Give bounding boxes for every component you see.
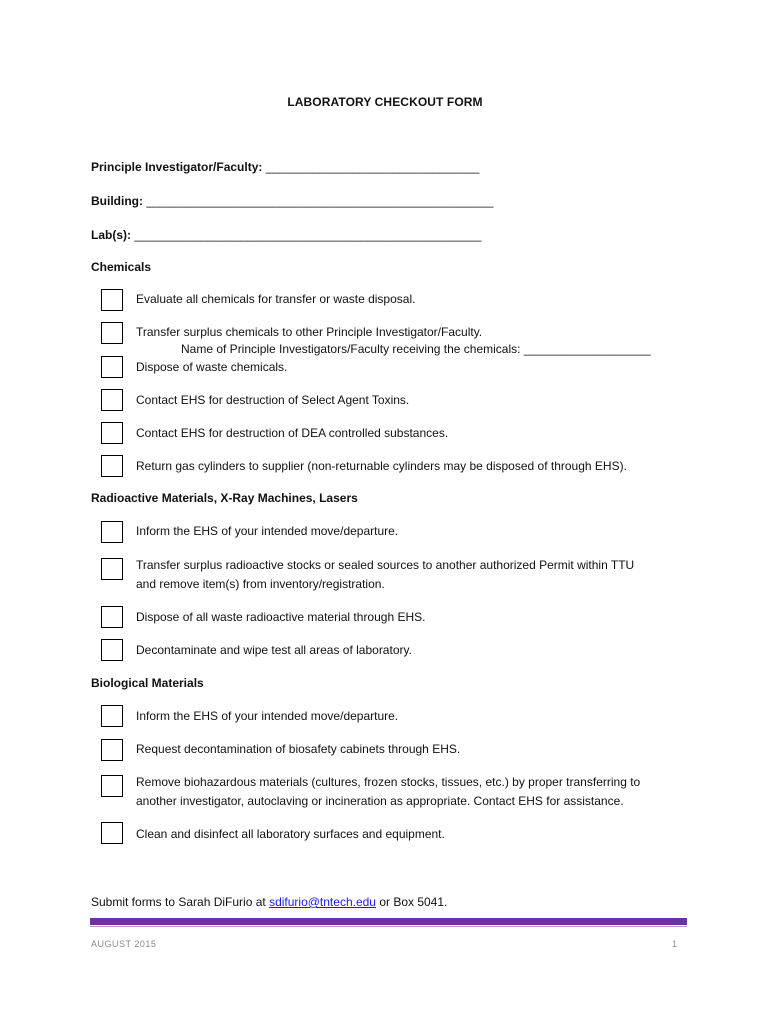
section-heading-chemicals: Chemicals	[91, 260, 152, 274]
item-biosafety-cabinets: Request decontamination of biosafety cabinets through EHS.	[136, 742, 461, 756]
item-remove-biohazardous-line2: another investigator, autoclaving or incineration as appropriate. Contact EHS for assistance.	[136, 794, 624, 808]
checkbox-dea-substances[interactable]	[101, 422, 123, 444]
checkbox-biosafety-cabinets[interactable]	[101, 739, 123, 761]
item-transfer-radioactive: Transfer surplus radioactive stocks or sealed sources to another authorized Permit within TTU	[136, 558, 635, 572]
item-decontaminate-lab: Decontaminate and wipe test all areas of laboratory.	[136, 643, 412, 657]
footer-rule	[90, 918, 687, 925]
email-link[interactable]: sdifurio@tntech.edu	[269, 895, 376, 909]
item-remove-biohazardous: Remove biohazardous materials (cultures, frozen stocks, tissues, etc.) by proper transferring to	[136, 775, 641, 789]
item-bio-inform-ehs: Inform the EHS of your intended move/departure.	[136, 709, 399, 723]
footer-rule-thin	[90, 926, 687, 927]
footer-date: AUGUST 2015	[91, 939, 157, 949]
checkbox-evaluate-chemicals[interactable]	[101, 289, 123, 311]
item-clean-surfaces: Clean and disinfect all laboratory surfaces and equipment.	[136, 827, 445, 841]
item-dispose-waste-chemicals: Dispose of waste chemicals.	[136, 360, 288, 374]
submit-prefix: Submit forms to Sarah DiFurio at	[91, 895, 270, 909]
checkbox-dispose-waste-chemicals[interactable]	[101, 356, 123, 378]
pi-label: Principle Investigator/Faculty:	[91, 160, 263, 174]
item-select-agent-toxins: Contact EHS for destruction of Select Agent Toxins.	[136, 393, 410, 407]
checkbox-decontaminate-lab[interactable]	[101, 639, 123, 661]
checkbox-transfer-chemicals[interactable]	[101, 322, 123, 344]
checkbox-dispose-radioactive[interactable]	[101, 606, 123, 628]
receiving-pi-field[interactable]: Name of Principle Investigators/Faculty receiving the chemicals: ___________________	[181, 342, 651, 356]
item-radio-inform-ehs: Inform the EHS of your intended move/departure.	[136, 524, 399, 538]
item-transfer-chemicals: Transfer surplus chemicals to other Principle Investigator/Faculty.	[136, 325, 483, 339]
submit-instructions	[91, 895, 447, 909]
labs-field[interactable]	[91, 228, 481, 242]
item-gas-cylinders: Return gas cylinders to supplier (non-returnable cylinders may be disposed of through EHS).	[136, 459, 627, 473]
section-heading-radioactive: Radioactive Materials, X-Ray Machines, Lasers	[91, 491, 358, 505]
checkbox-transfer-radioactive[interactable]	[101, 558, 123, 580]
building-label: Building:	[91, 194, 143, 208]
labs-line: ____________________________________________________	[134, 228, 482, 242]
item-transfer-radioactive-line2: and remove item(s) from inventory/registration.	[136, 577, 385, 591]
building-line: ____________________________________________________	[146, 194, 494, 208]
section-heading-biological: Biological Materials	[91, 676, 204, 690]
item-dispose-radioactive: Dispose of all waste radioactive material through EHS.	[136, 610, 426, 624]
checkbox-clean-surfaces[interactable]	[101, 822, 123, 844]
pi-field[interactable]	[91, 160, 479, 174]
labs-label: Lab(s):	[91, 228, 131, 242]
item-evaluate-chemicals: Evaluate all chemicals for transfer or waste disposal.	[136, 292, 416, 306]
item-dea-substances: Contact EHS for destruction of DEA controlled substances.	[136, 426, 449, 440]
building-field[interactable]	[91, 194, 493, 208]
checkbox-remove-biohazardous[interactable]	[101, 775, 123, 797]
checkbox-bio-inform-ehs[interactable]	[101, 705, 123, 727]
page-title: LABORATORY CHECKOUT FORM	[287, 95, 483, 109]
page-number: 1	[672, 939, 678, 949]
checkbox-gas-cylinders[interactable]	[101, 455, 123, 477]
submit-suffix: or Box 5041.	[375, 895, 448, 909]
checkbox-radio-inform-ehs[interactable]	[101, 521, 123, 543]
checkbox-select-agent-toxins[interactable]	[101, 389, 123, 411]
pi-line: ________________________________	[265, 160, 480, 174]
